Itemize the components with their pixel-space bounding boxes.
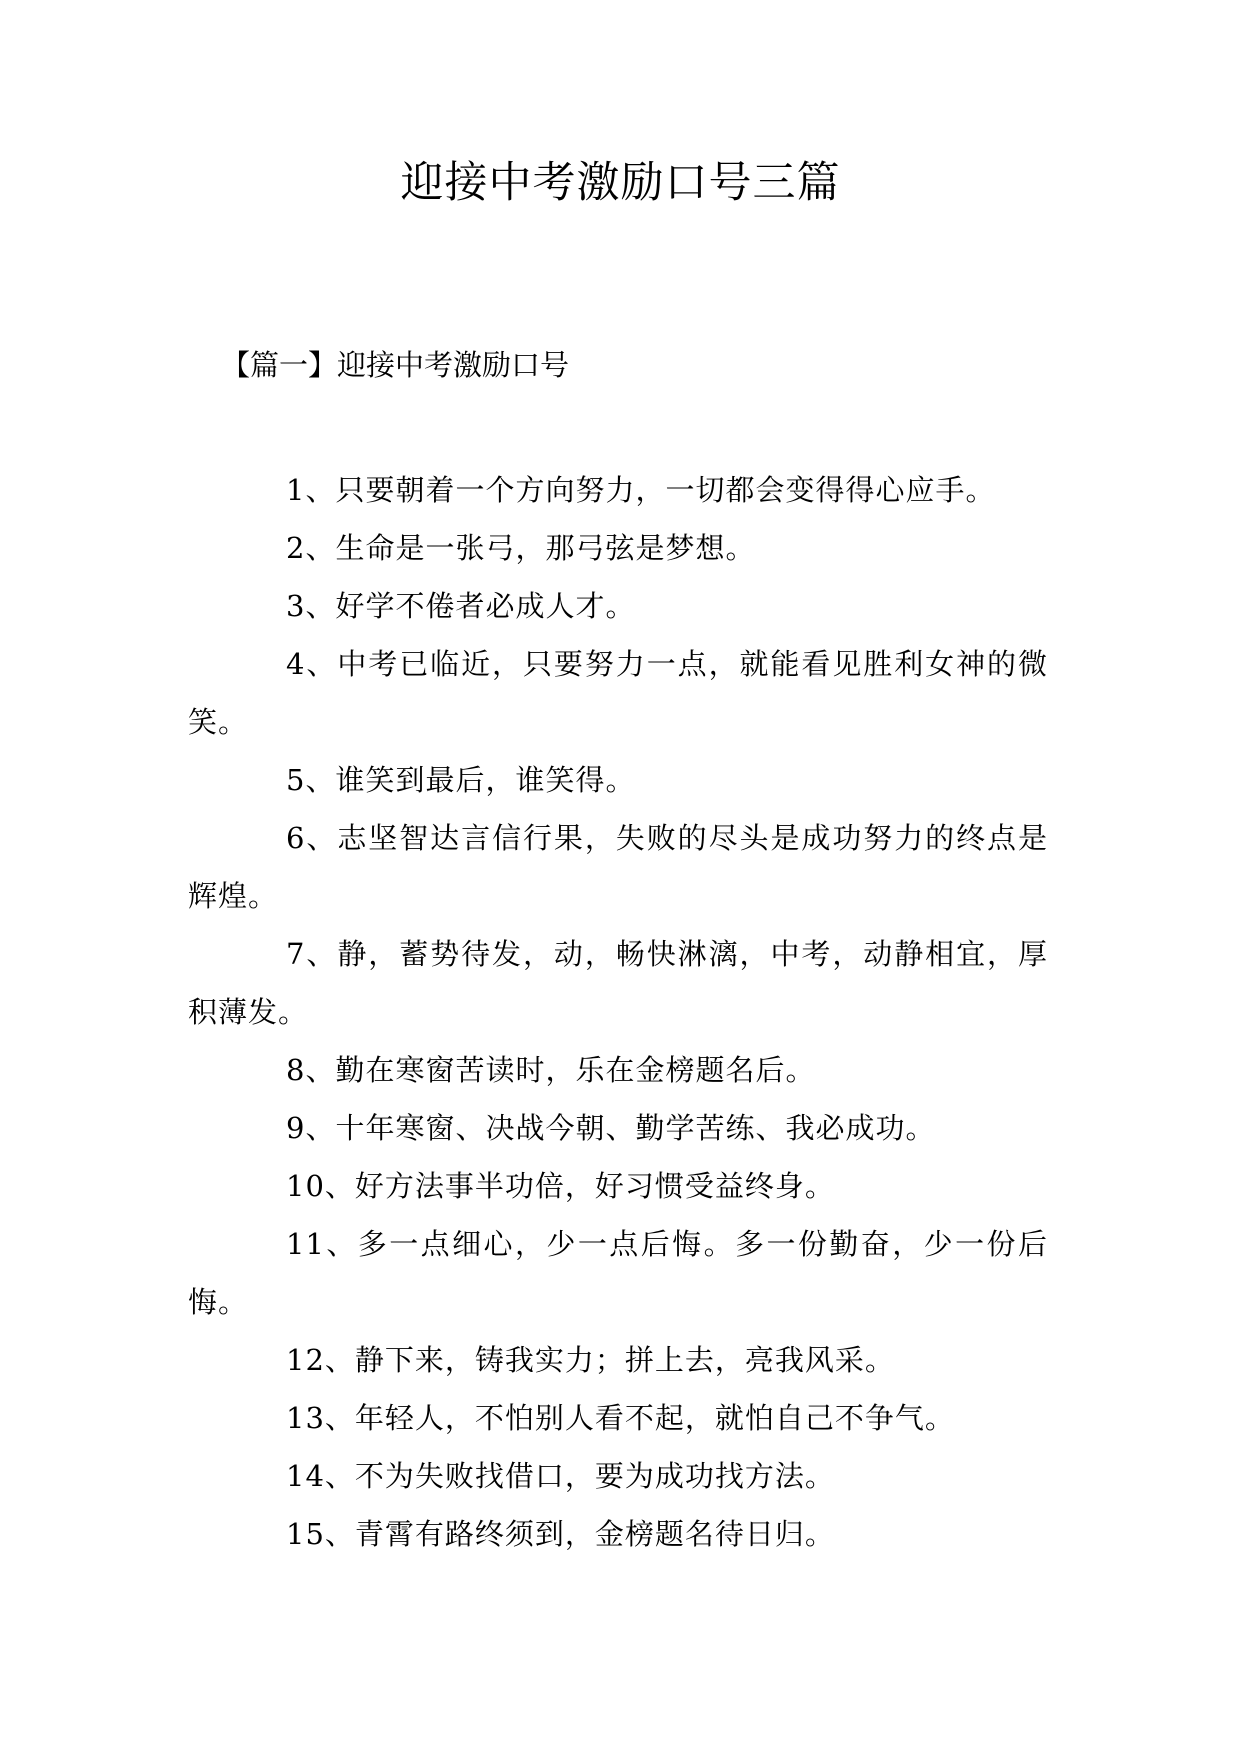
- slogan-item: 9、十年寒窗、决战今朝、勤学苦练、我必成功。: [286, 1111, 936, 1145]
- section-heading: 【篇一】迎接中考激励口号: [221, 348, 570, 382]
- slogan-item: 7、静，蓄势待发，动，畅快淋漓，中考，动静相宜，厚积薄发。: [188, 937, 1048, 1029]
- slogan-item: 14、不为失败找借口，要为成功找方法。: [286, 1459, 835, 1493]
- slogan-item: 15、青霄有路终须到，金榜题名待日归。: [286, 1517, 835, 1551]
- slogan-item: 11、多一点细心，少一点后悔。多一份勤奋，少一份后悔。: [188, 1227, 1048, 1319]
- slogan-item: 12、静下来，铸我实力；拼上去，亮我风采。: [286, 1343, 895, 1377]
- slogan-item: 4、中考已临近，只要努力一点，就能看见胜利女神的微笑。: [188, 647, 1048, 739]
- slogan-item: 10、好方法事半功倍，好习惯受益终身。: [286, 1169, 835, 1203]
- slogan-list: [188, 461, 1048, 1563]
- slogan-item: 8、勤在寒窗苦读时，乐在金榜题名后。: [286, 1053, 816, 1087]
- document-title: 迎接中考激励口号三篇: [400, 158, 841, 208]
- slogan-item: 5、谁笑到最后，谁笑得。: [286, 763, 636, 797]
- slogan-item: 6、志坚智达言信行果，失败的尽头是成功努力的终点是辉煌。: [188, 821, 1048, 913]
- slogan-item: 13、年轻人，不怕别人看不起，就怕自己不争气。: [286, 1401, 955, 1435]
- slogan-item: 1、只要朝着一个方向努力，一切都会变得得心应手。: [286, 473, 996, 507]
- slogan-item: 2、生命是一张弓，那弓弦是梦想。: [286, 531, 756, 565]
- slogan-item: 3、好学不倦者必成人才。: [286, 589, 636, 623]
